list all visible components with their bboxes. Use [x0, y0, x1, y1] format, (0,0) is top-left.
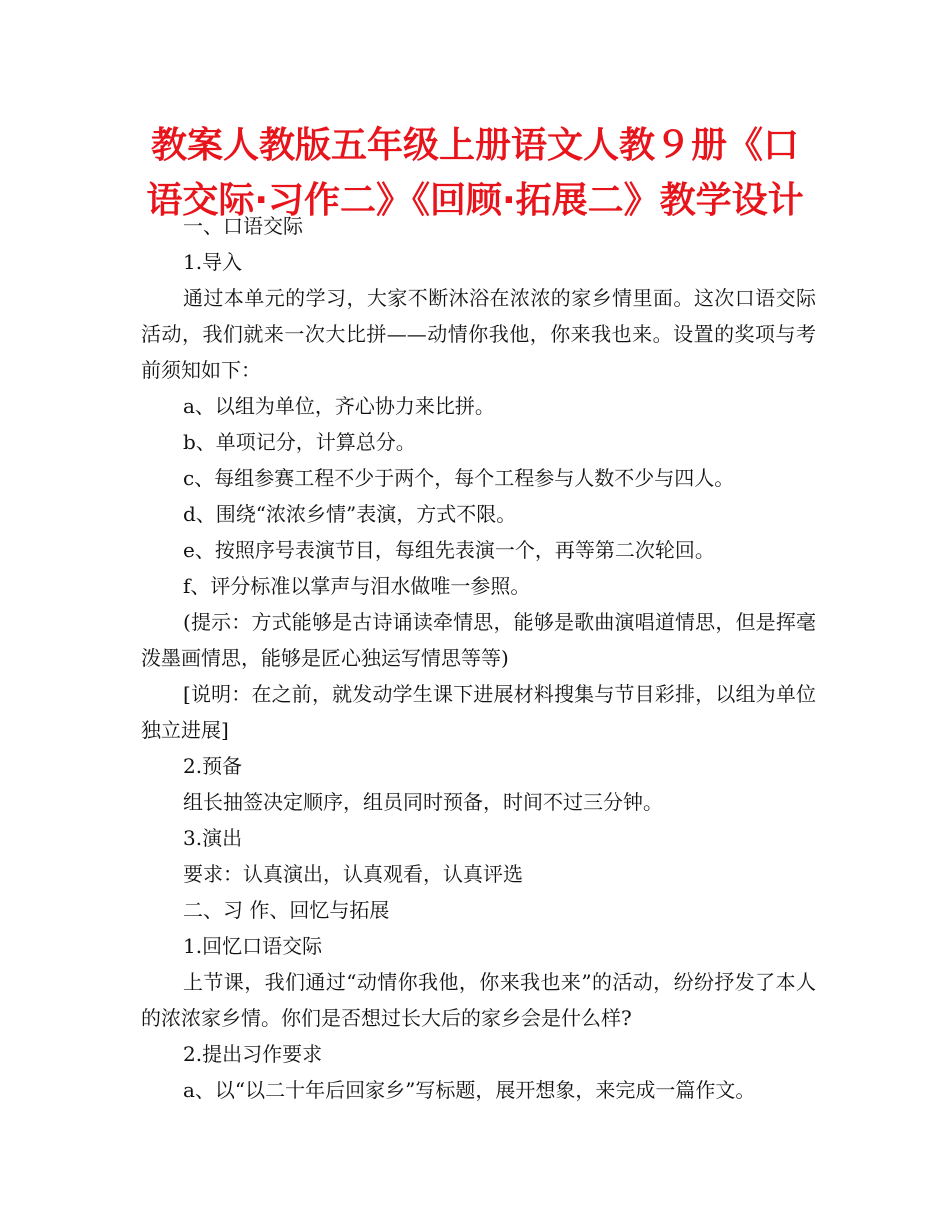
subheading-prepare: 2.预备: [183, 754, 243, 778]
list-item: b、单项记分，计算总分。: [183, 430, 416, 454]
list-item: c、每组参赛工程不少于两个，每个工程参与人数不少与四人。: [183, 466, 735, 490]
list-item: e、按照序号表演节目，每组先表演一个，再等第二次轮回。: [183, 538, 715, 562]
subheading-requirements: 2.提出习作要求: [183, 1042, 323, 1066]
document-body: [141, 208, 816, 1108]
subheading-intro: 1.导入: [183, 250, 243, 274]
paragraph: 通过本单元的学习，大家不断沐浴在浓浓的家乡情里面。这次口语交际活动，我们就来一次大比拼——动情你我他，你来我也来。设置的奖项与考前须知如下：: [141, 286, 816, 382]
section-heading-oral: 一、口语交际: [183, 214, 303, 238]
paragraph: 要求：认真演出，认真观看，认真评选: [183, 862, 523, 886]
list-item: f、评分标准以掌声与泪水做唯一参照。: [183, 574, 531, 598]
list-item: a、以组为单位，齐心协力来比拼。: [183, 394, 495, 418]
document-title: 教案人教版五年级上册语文人教９册《口语交际·习作二》《回顾·拓展二》教学设计: [146, 125, 804, 221]
list-item: a、以“以二十年后回家乡”写标题，展开想象，来完成一篇作文。: [183, 1078, 756, 1102]
section-heading-writing: 二、习 作、回忆与拓展: [183, 898, 390, 922]
paragraph: 组长抽签决定顺序，组员同时预备，时间不过三分钟。: [183, 790, 663, 814]
subheading-review: 1.回忆口语交际: [183, 934, 323, 958]
paragraph: 上节课，我们通过“动情你我他，你来我也来”的活动，纷纷抒发了本人的浓浓家乡情。你们是否想过长大后的家乡会是什么样?: [141, 970, 816, 1030]
hint-paragraph: (提示：方式能够是古诗诵读牵情思，能够是歌曲演唱道情思，但是挥毫泼墨画情思，能够是匠心独运写情思等等): [141, 610, 816, 670]
list-item: d、围绕“浓浓乡情”表演，方式不限。: [183, 502, 517, 526]
subheading-perform: 3.演出: [183, 826, 243, 850]
note-paragraph: [说明：在之前，就发动学生课下进展材料搜集与节目彩排，以组为单位独立进展]: [141, 682, 816, 742]
